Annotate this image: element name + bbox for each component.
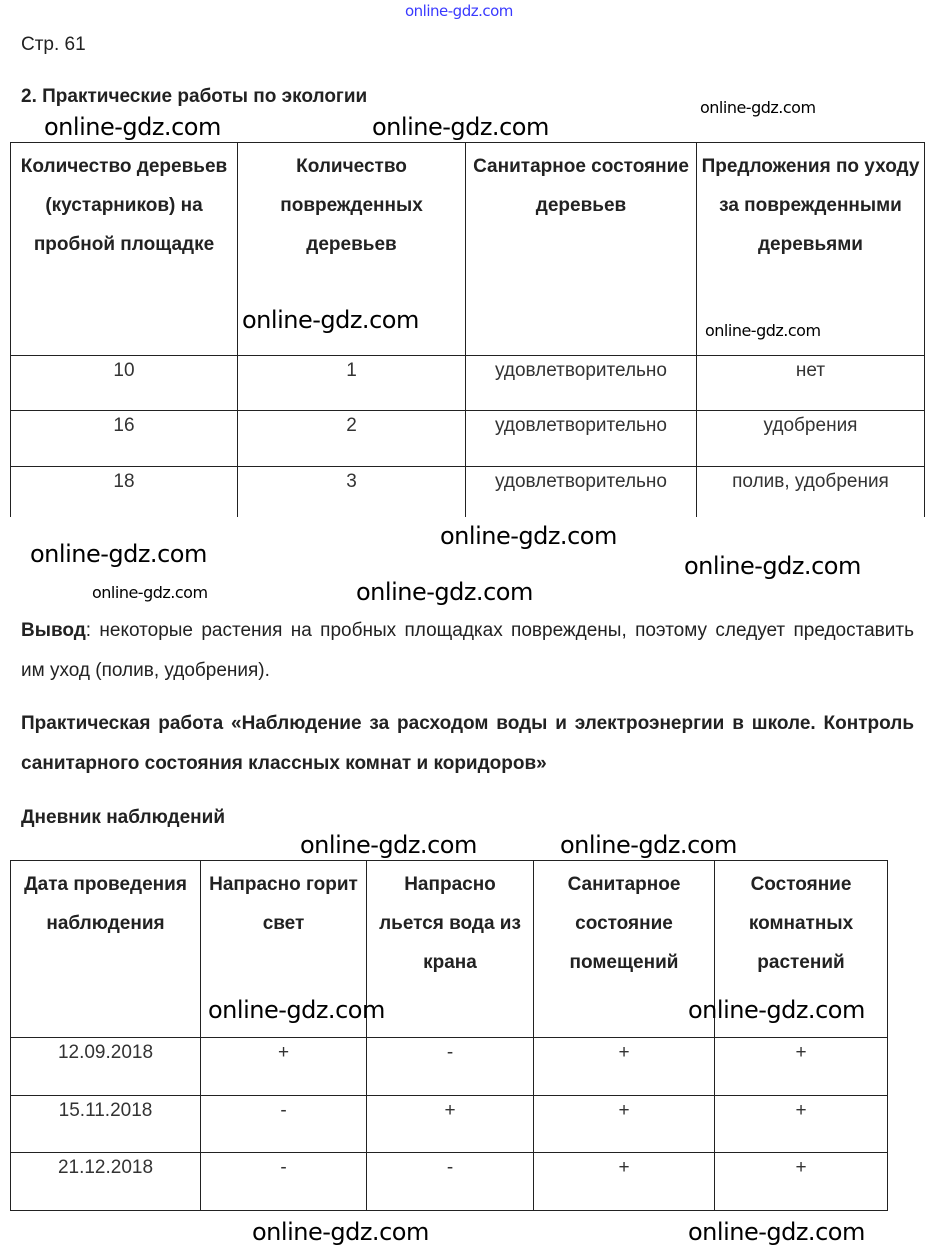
conclusion-label: Вывод [21, 620, 86, 641]
cell: 1 [238, 356, 466, 411]
table-row [11, 1096, 888, 1153]
watermark: online-gdz.com [92, 583, 208, 602]
cell: 16 [11, 411, 238, 467]
watermark: online-gdz.com [560, 831, 737, 859]
watermark: online-gdz.com [700, 98, 816, 117]
watermark: online-gdz.com [30, 540, 207, 568]
cell: удовлетворительно [466, 356, 697, 411]
observation-diary-table [10, 860, 888, 1211]
header-cell: Напрасно горит свет [201, 861, 367, 1038]
watermark: online-gdz.com [356, 578, 533, 606]
cell: + [715, 1038, 888, 1096]
cell: + [534, 1038, 715, 1096]
work-title: Практическая работа «Наблюдение за расходом воды и электроэнергии в школе. Контроль санитарного состояния классных комнат и коридоров» [21, 713, 914, 774]
cell: - [201, 1153, 367, 1211]
cell: + [715, 1153, 888, 1211]
watermark: online-gdz.com [684, 552, 861, 580]
header-cell: Состояние комнатных растений [715, 861, 888, 1038]
cell: 21.12.2018 [11, 1153, 201, 1211]
watermark: online-gdz.com [242, 306, 419, 334]
cell: 2 [238, 411, 466, 467]
cell: - [201, 1096, 367, 1153]
diary-title: Дневник наблюдений [21, 807, 226, 828]
header-cell: Количество поврежденных деревьев [238, 143, 466, 356]
watermark: online-gdz.com [252, 1218, 429, 1246]
section-title: 2. Практические работы по экологии [21, 86, 368, 107]
cell: - [367, 1153, 534, 1211]
header-cell: Количество деревьев (кустарников) на пробной площадке [11, 143, 238, 356]
conclusion [21, 611, 914, 691]
header-cell: Санитарное состояние помещений [534, 861, 715, 1038]
watermark: online-gdz.com [372, 113, 549, 141]
table-row [11, 356, 925, 411]
conclusion-text: : некоторые растения на пробных площадках повреждены, поэтому следует предоставить им уход (полив, удобрения). [21, 620, 914, 681]
cell: + [715, 1096, 888, 1153]
table-row [11, 1038, 888, 1096]
cell: + [201, 1038, 367, 1096]
cell: + [534, 1153, 715, 1211]
watermark: online-gdz.com [440, 522, 617, 550]
cell: + [534, 1096, 715, 1153]
cell: 10 [11, 356, 238, 411]
cell: + [367, 1096, 534, 1153]
header-cell: Предложения по уходу за поврежденными деревьями [697, 143, 925, 356]
watermark: online-gdz.com [208, 996, 385, 1024]
watermark: online-gdz.com [300, 831, 477, 859]
cell: нет [697, 356, 925, 411]
cell: удовлетворительно [466, 467, 697, 517]
cell: удобрения [697, 411, 925, 467]
cell: - [367, 1038, 534, 1096]
page-label: Стр. 61 [21, 34, 86, 55]
cell: удовлетворительно [466, 411, 697, 467]
table-row [11, 1153, 888, 1211]
header-cell: Дата проведения наблюдения [11, 861, 201, 1038]
cell: 18 [11, 467, 238, 517]
cell: 3 [238, 467, 466, 517]
watermark: online-gdz.com [705, 321, 821, 340]
table-row [11, 467, 925, 517]
watermark: online-gdz.com [688, 996, 865, 1024]
cell: полив, удобрения [697, 467, 925, 517]
cell: 15.11.2018 [11, 1096, 201, 1153]
watermark: online-gdz.com [405, 2, 513, 20]
header-cell: Санитарное состояние деревьев [466, 143, 697, 356]
watermark: online-gdz.com [44, 113, 221, 141]
cell: 12.09.2018 [11, 1038, 201, 1096]
table-row [11, 411, 925, 467]
watermark: online-gdz.com [688, 1218, 865, 1246]
header-cell: Напрасно льется вода из крана [367, 861, 534, 1038]
